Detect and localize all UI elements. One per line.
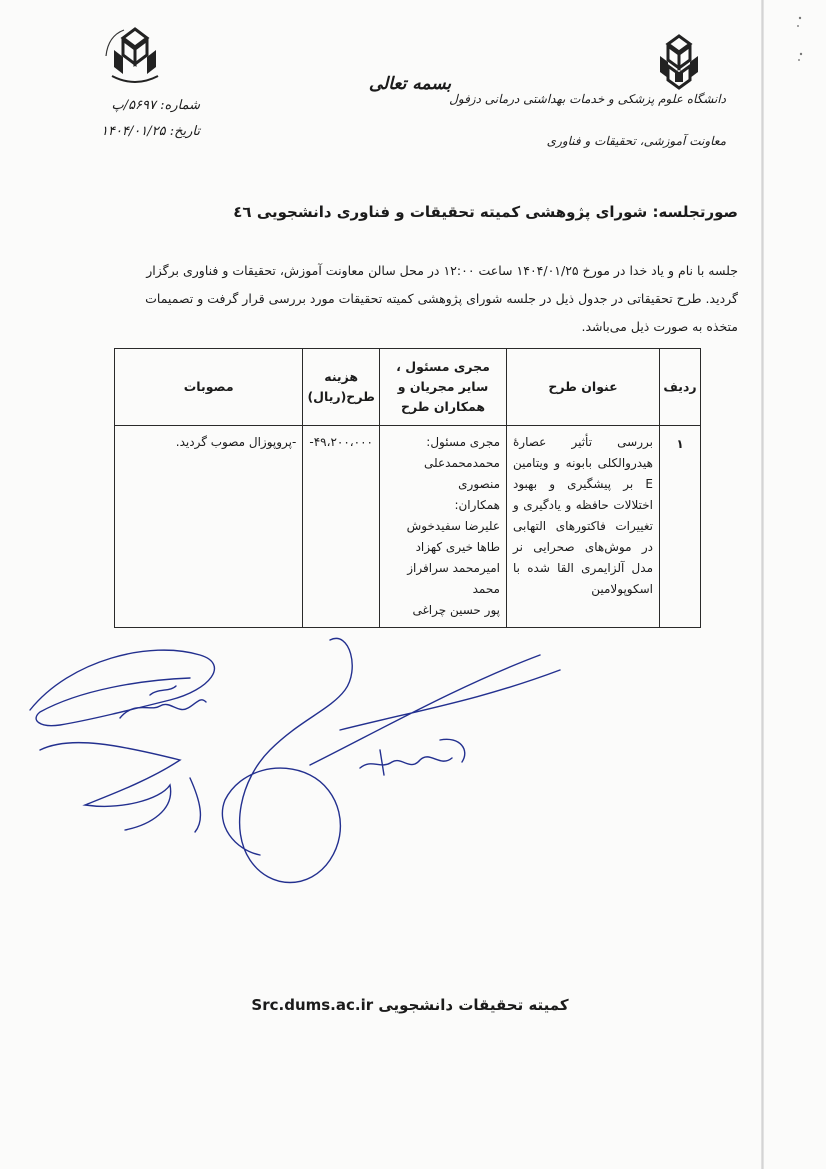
row-approval: -پروپوزال مصوب گردید. <box>115 426 303 628</box>
executor-name: محمدمحمدعلی منصوری <box>424 456 500 491</box>
signatures <box>0 600 600 960</box>
signature-1 <box>30 650 214 726</box>
colleague-name: پور حسین چراغی <box>412 603 500 617</box>
header-executors: مجری مسئول ، سایر مجریان و همکاران طرح <box>380 349 507 426</box>
row-executors <box>380 426 507 628</box>
table-row <box>115 426 701 628</box>
website-link[interactable]: Src.dums.ac.ir <box>251 996 374 1014</box>
signature-2 <box>40 743 200 832</box>
colleagues-label: همکاران: <box>454 498 500 512</box>
signature-4 <box>360 739 465 775</box>
scan-artifact-dots <box>794 14 806 74</box>
colleague-name: طاها خیری کهزاد <box>415 540 500 554</box>
intro-line-2: گردید. طرح تحقیقاتی در جدول ذیل در جلسه شورای پژوهشی کمیته تحقیقات مورد بررسی قرار گرفت و تصمیمات <box>145 291 738 306</box>
footer <box>240 996 580 1014</box>
university-emblem-logo <box>650 34 708 92</box>
signature-3-stroke <box>310 655 560 765</box>
student-research-committee-logo <box>104 26 166 88</box>
table-header-row <box>115 349 701 426</box>
university-name: دانشگاه علوم پزشکی و خدمات بهداشتی درمانی دزفول <box>449 92 726 106</box>
basmala: بسمه تعالی <box>368 74 452 94</box>
signature-3 <box>222 638 352 882</box>
letter-date: تاریخ: ۱۴۰۴/۰۱/۲۵ <box>100 124 200 139</box>
intro-line-3: متخذه به صورت ذیل می‌باشد. <box>581 319 738 334</box>
row-title: بررسی تأثیر عصارهٔ هیدروالکلی بابونه و ویتامین E بر پیشگیری و بهبود اختلالات حافظه و یادگیری و تغییرات فاکتورهای التهابی در موش‌های صحرایی نر مدل آلزایمری القا شده با اسکوپولامین <box>507 426 660 628</box>
minutes-table <box>114 348 701 628</box>
header-cost: هزینه طرح(ریال) <box>303 349 380 426</box>
colleague-name: علیرضا سفیدخوش <box>406 519 500 533</box>
header-title: عنوان طرح <box>507 349 660 426</box>
scan-page-edge <box>761 0 764 1169</box>
colleague-name: امیرمحمد سرافراز محمد <box>407 561 500 596</box>
minutes-title: صورتجلسه: شورای پژوهشی کمیته تحقیقات و فناوری دانشجویی ٤٦ <box>233 203 738 221</box>
committee-name: کمیته تحقیقات دانشجویی <box>378 996 569 1014</box>
row-radif: ۱ <box>660 426 701 628</box>
executor-label: مجری مسئول: <box>426 435 500 449</box>
vice-chancellery-name: معاونت آموزشی، تحقیقات و فناوری <box>546 134 726 148</box>
letter-number: شماره: ۵۶۹۷/پ <box>111 98 200 113</box>
header-approvals: مصوبات <box>115 349 303 426</box>
row-cost: ۴۹،۲۰۰،۰۰۰- <box>303 426 380 628</box>
intro-line-1: جلسه با نام و یاد خدا در مورخ ۱۴۰۴/۰۱/۲۵ ساعت ۱۲:۰۰ در محل سالن معاونت آموزش، تحقیقات و فناوری برگزار <box>146 263 738 278</box>
header-radif: ردیف <box>660 349 701 426</box>
